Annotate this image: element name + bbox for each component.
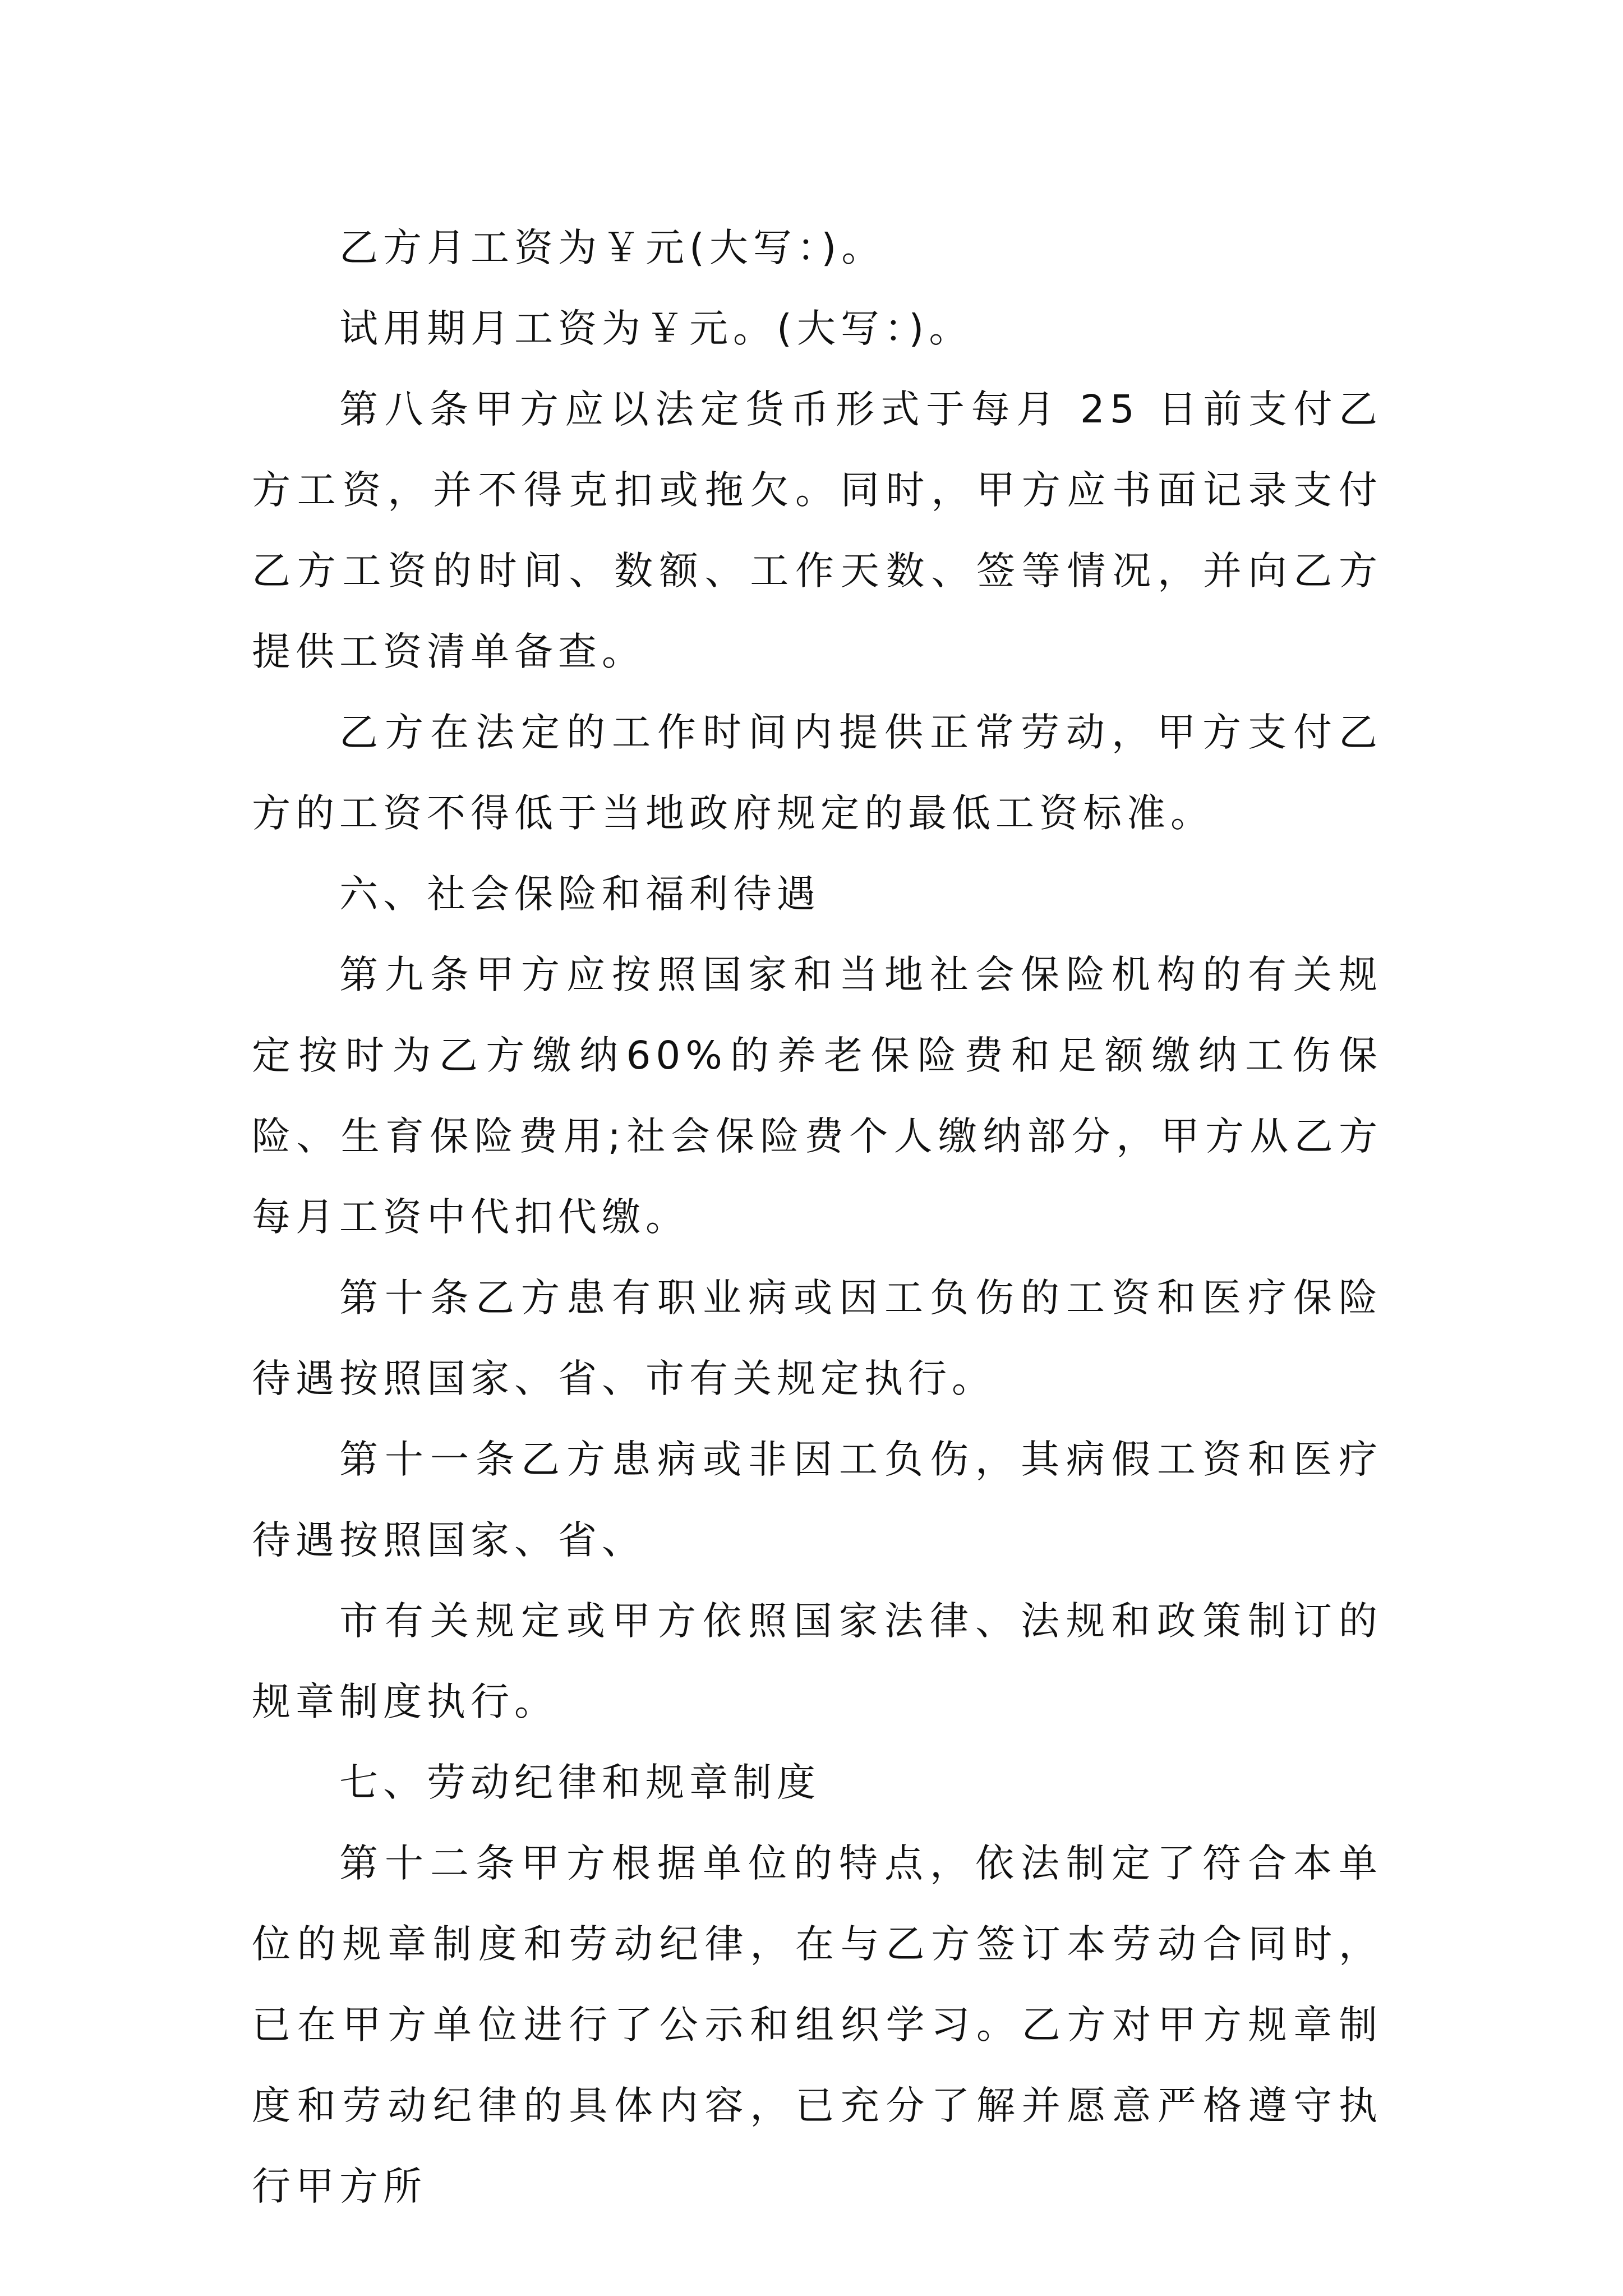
paragraph-article-8: 第八条甲方应以法定货币形式于每月 25 日前支付乙方工资，并不得克扣或拖欠。同时，甲方应书面记录支付乙方工资的时间、数额、工作天数、签等情况，并向乙方提供工资清单备查。 [252,387,1382,674]
paragraph-probation-salary: 试用期月工资为￥元。(大写：)。 [339,306,973,351]
paragraph-monthly-salary: 乙方月工资为￥元(大写：)。 [339,226,886,270]
section-heading-social-insurance: 六、社会保险和福利待遇 [339,872,820,917]
paragraph-article-11-continued: 市有关规定或甲方依照国家法律、法规和政策制订的规章制度执行。 [252,1599,1382,1724]
document-body [252,208,1382,2227]
paragraph-article-9: 第九条甲方应按照国家和当地社会保险机构的有关规定按时为乙方缴纳60%的养老保险费和足额缴纳工伤保险、生育保险费用;社会保险费个人缴纳部分，甲方从乙方每月工资中代扣代缴。 [252,953,1382,1240]
paragraph-article-11: 第十一条乙方患病或非因工负伤，其病假工资和医疗待遇按照国家、省、 [252,1437,1382,1563]
paragraph-article-12: 第十二条甲方根据单位的特点，依法制定了符合本单位的规章制度和劳动纪律，在与乙方签订本劳动合同时，已在甲方单位进行了公示和组织学习。乙方对甲方规章制度和劳动纪律的具体内容，已充分了解并愿意严格遵守执行甲方所 [252,1841,1382,2209]
paragraph-minimum-wage: 乙方在法定的工作时间内提供正常劳动，甲方支付乙方的工资不得低于当地政府规定的最低工资标准。 [252,710,1382,836]
section-heading-labor-discipline: 七、劳动纪律和规章制度 [339,1760,820,1805]
paragraph-article-10: 第十条乙方患有职业病或因工负伤的工资和医疗保险待遇按照国家、省、市有关规定执行。 [252,1276,1382,1401]
